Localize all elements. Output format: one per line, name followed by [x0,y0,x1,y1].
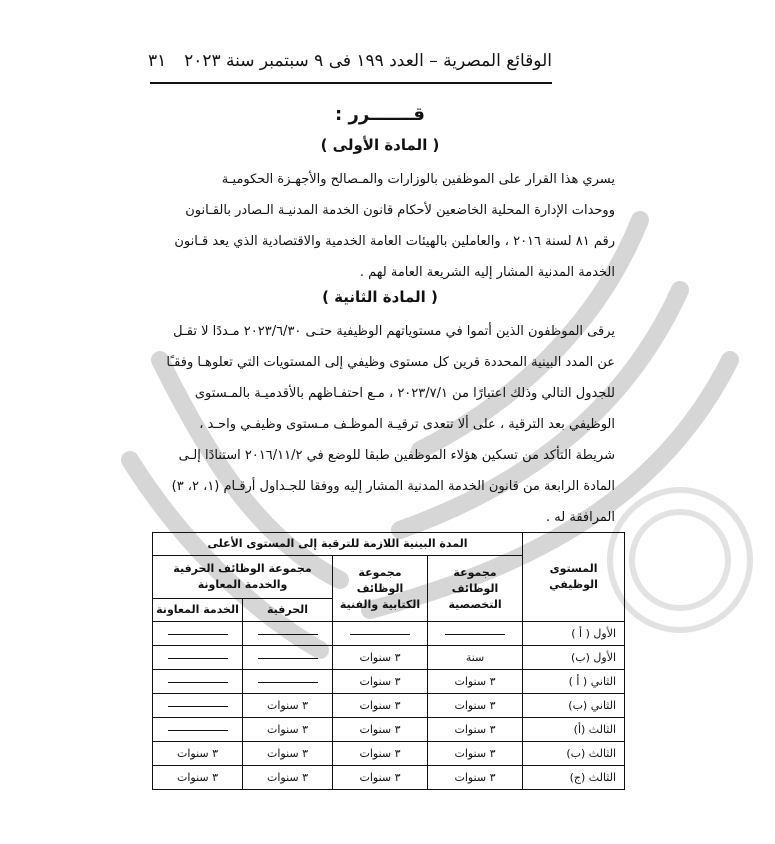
service-cell: ٣ سنوات [153,742,243,766]
specialized-cell [428,622,523,646]
article2-title: ( المادة الثانية ) [322,288,438,306]
table-row [153,670,625,694]
service-cell [153,718,243,742]
article1-line: ووحدات الإدارة المحلية الخاضعين لأحكام قانون الخدمة المدنيـة الـصادر بالقـانون [185,203,615,218]
level-cell: الثالث (ج) [523,766,625,790]
article1-line: رقم ٨١ لسنة ٢٠١٦ ، والعاملين بالهيئات العامة الخدمية والاقتصادية الذي يعد قـانون [174,234,615,249]
promotion-periods-table [152,532,625,790]
period-header: المدة البينية اللازمة للترقية إلى المستوى الأعلى [153,533,523,556]
table-body [153,622,625,790]
table-row [153,718,625,742]
specialized-cell: ٣ سنوات [428,718,523,742]
crafts-cell: ٣ سنوات [243,766,333,790]
sub-crafts-header: الحرفية [243,599,333,622]
clerical-cell [333,622,428,646]
group-crafts-service-header: مجموعة الوظائف الحرفية والخدمة المعاونة [153,556,333,599]
service-cell [153,694,243,718]
gazette-line: الوقائع المصرية – العدد ١٩٩ فى ٩ سبتمبر سنة ٢٠٢٣ [184,51,552,71]
specialized-cell: سنة [428,646,523,670]
crafts-cell [243,670,333,694]
specialized-cell: ٣ سنوات [428,742,523,766]
clerical-cell: ٣ سنوات [333,766,428,790]
article2-line: شريطة التأكد من تسكين هؤلاء الموظفين طبقا للوضع في ٢٠١٦/١١/٢ استنادًا إلـى [178,448,615,463]
table-row [153,694,625,718]
article2-line: عن المدد البينية المحددة قرين كل مستوى وظيفي إلى المستويات التي تعلوهـا وفقـًا [166,355,615,370]
crafts-cell [243,646,333,670]
empty-dash [168,658,228,659]
sub-service-header: الخدمة المعاونة [153,599,243,622]
table-row [153,646,625,670]
service-cell [153,670,243,694]
crafts-cell: ٣ سنوات [243,742,333,766]
article1-line: يسري هذا القرار على الموظفين بالوزارات والمـصالح والأجهـزة الحكوميـة [221,172,615,187]
crafts-cell: ٣ سنوات [243,718,333,742]
clerical-cell: ٣ سنوات [333,718,428,742]
article1-line: الخدمة المدنية المشار إليه الشريعة العامة لهم . [359,265,615,280]
article2-line: يرقى الموظفون الذين أتموا في مستوياتهم الوظيفية حتـى ٢٠٢٣/٦/٣٠ مـددًا لا تقـل [173,324,615,339]
clerical-cell: ٣ سنوات [333,694,428,718]
level-cell: الأول ( أ ) [523,622,625,646]
clerical-cell: ٣ سنوات [333,742,428,766]
empty-dash [258,682,318,683]
group-clerical-header: مجموعة الوظائف الكتابية والفنية [333,556,428,622]
page-header [148,44,552,78]
specialized-cell: ٣ سنوات [428,694,523,718]
crafts-cell: ٣ سنوات [243,694,333,718]
specialized-cell: ٣ سنوات [428,766,523,790]
page-number: ٣١ [148,51,167,71]
empty-dash [445,634,505,635]
article1-title: ( المادة الأولى ) [320,136,440,154]
empty-dash [168,634,228,635]
clerical-cell: ٣ سنوات [333,670,428,694]
empty-dash [168,730,228,731]
table-row [153,742,625,766]
service-cell [153,622,243,646]
empty-dash [258,658,318,659]
table-row [153,622,625,646]
empty-dash [168,706,228,707]
level-cell: الأول (ب) [523,646,625,670]
level-cell: الثاني ( أ ) [523,670,625,694]
level-cell: الثاني (ب) [523,694,625,718]
article2-line: المادة الرابعة من قانون الخدمة المدنية المشار إليه ووفقا للجـداول أرقـام (١، ٢، ٣) [171,479,615,494]
level-cell: الثالث (ب) [523,742,625,766]
table-row [153,766,625,790]
level-cell: الثالث (أ) [523,718,625,742]
decree-title: قـــــــرر : [335,104,425,125]
article2-line: المرافقة له . [546,510,615,525]
empty-dash [168,682,228,683]
empty-dash [258,634,318,635]
article2-line: للجدول التالي وذلك اعتبارًا من ٢٠٢٣/٧/١ ، مـع احتفـاظهم بالأقدميـة بالمـستوى [194,386,615,401]
article2-line: الوظيفي بعد الترقية ، على ألا تتعدى ترقيـة الموظـف مـستوى وظيفـي واحـد ، [199,417,615,432]
group-specialized-header: مجموعة الوظائف التخصصية [428,556,523,622]
article2-body [160,316,615,533]
service-cell: ٣ سنوات [153,766,243,790]
empty-dash [350,634,410,635]
crafts-cell [243,622,333,646]
article1-body [160,164,615,288]
specialized-cell: ٣ سنوات [428,670,523,694]
level-header: المستوى الوظيفي [523,533,625,622]
clerical-cell: ٣ سنوات [333,646,428,670]
service-cell [153,646,243,670]
header-rule [150,82,552,84]
